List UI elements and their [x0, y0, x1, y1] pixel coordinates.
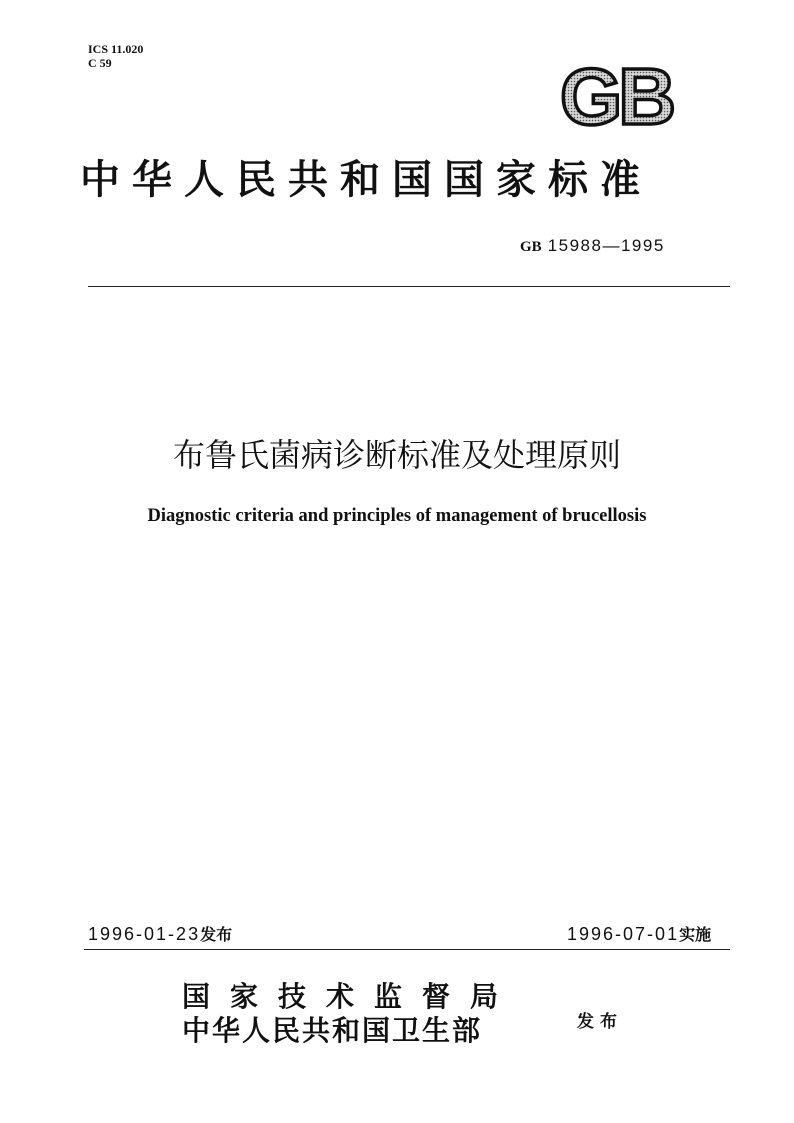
gb-logo-text: GB	[560, 62, 672, 134]
footer-divider	[84, 949, 730, 950]
issuer-org-2: 中华人民共和国卫生部	[182, 1014, 483, 1047]
standard-prefix: GB	[520, 239, 542, 255]
issuer-org-1: 国家技术监督局	[182, 980, 519, 1013]
issuing-organizations	[182, 980, 518, 1048]
standard-code: 15988—1995	[547, 236, 665, 255]
document-title-chinese: 布鲁氏菌病诊断标准及处理原则	[172, 436, 621, 474]
ccs-code: C 59	[88, 56, 112, 70]
classification-codes	[88, 42, 143, 70]
publish-date-value: 1996-01-23	[88, 924, 201, 944]
implement-date-label: 实施	[679, 925, 712, 944]
implement-date	[567, 922, 711, 945]
gb-logo	[543, 62, 689, 134]
ics-code: ICS 11.020	[88, 42, 144, 56]
document-title-english: Diagnostic criteria and principles of management of brucellosis	[147, 506, 647, 526]
header-divider	[88, 286, 730, 287]
implement-date-value: 1996-07-01	[567, 924, 680, 944]
publish-date-label: 发布	[200, 925, 233, 944]
publish-date	[88, 922, 232, 945]
issue-label: 发布	[577, 1012, 623, 1032]
standard-number	[520, 236, 700, 256]
standard-category-title: 中华人民共和国国家标准	[80, 156, 652, 203]
